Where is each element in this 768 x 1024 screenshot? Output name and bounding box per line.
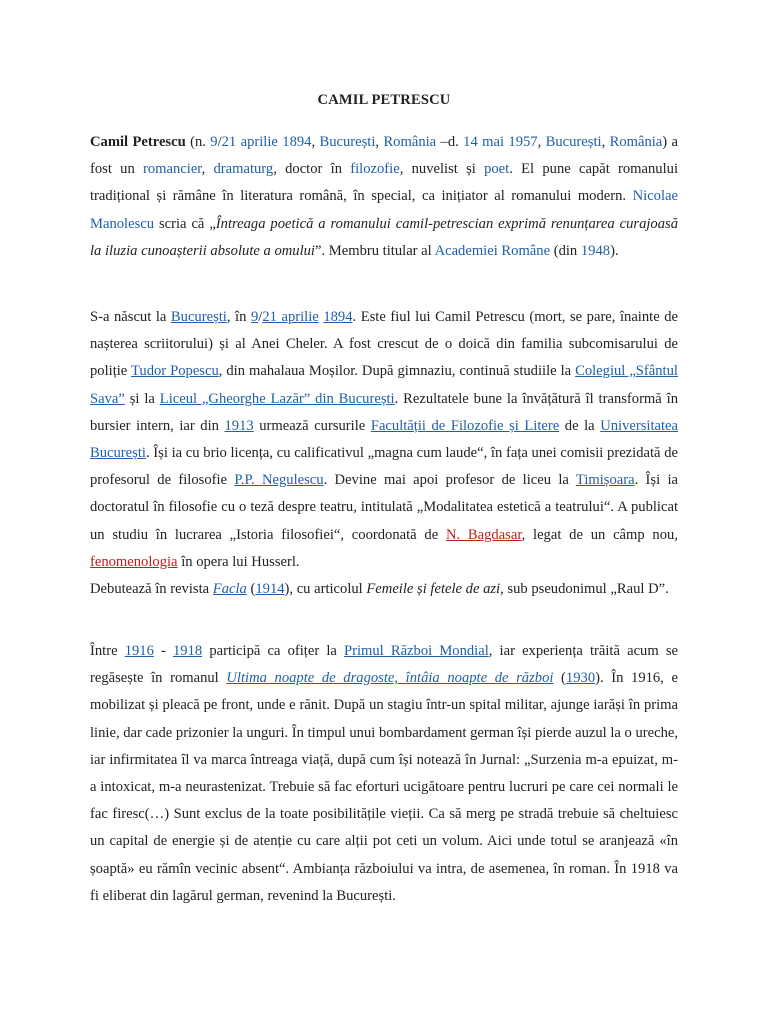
paragraph-war bbox=[90, 638, 678, 910]
text-run: . Își ia doctoratul în filosofie cu o teză despre teatru, intitulată „Modalitatea estetică a teatrului“. A publicat un studiu în lucrarea „Istoria filosofiei“, coordonată de bbox=[90, 472, 678, 543]
text-link[interactable]: romancier bbox=[143, 161, 202, 178]
text-run: ”. Membru titular al bbox=[315, 242, 435, 259]
text-run: (din bbox=[550, 242, 581, 259]
text-link[interactable]: Tudor Popescu bbox=[131, 363, 219, 380]
text-link[interactable]: P.P. Negulescu bbox=[234, 472, 324, 489]
text-run: ). bbox=[610, 242, 619, 259]
text-run: / bbox=[217, 134, 222, 150]
text-run: participă ca ofițer la bbox=[202, 643, 344, 659]
text-run: și la bbox=[124, 390, 160, 407]
text-link[interactable]: poet bbox=[484, 161, 510, 178]
text-link[interactable]: Universitatea București bbox=[90, 417, 679, 462]
text-run: ( bbox=[553, 670, 566, 687]
text-run: –d. bbox=[436, 134, 464, 150]
text-link[interactable]: Primul Război Mondial bbox=[343, 643, 489, 659]
text-run: , nuvelist și bbox=[399, 161, 485, 178]
text-link[interactable]: 1894 bbox=[323, 309, 353, 325]
text-run: ( bbox=[246, 581, 256, 597]
text-run: , bbox=[601, 134, 610, 150]
text-run: Între bbox=[90, 643, 125, 659]
text-link[interactable]: 9 bbox=[250, 309, 259, 325]
text-run: , doctor în bbox=[273, 161, 351, 178]
text-link[interactable]: 9 bbox=[210, 134, 218, 150]
text-link[interactable]: 1913 bbox=[224, 417, 254, 434]
text-link[interactable]: 21 aprilie bbox=[262, 309, 319, 325]
text-run: , din mahalaua Moșilor. După gimnaziu, continuă studiile la bbox=[218, 363, 576, 380]
text-run: S-a născut la bbox=[90, 309, 171, 325]
text-link[interactable]: Liceul „Gheorghe Lazăr” din București bbox=[159, 390, 395, 407]
text-link[interactable]: Nicolae Manolescu bbox=[90, 188, 678, 232]
text-run: Debutează în revista bbox=[90, 581, 213, 597]
text-run: - bbox=[153, 643, 173, 659]
page-title: CAMIL PETRESCU bbox=[317, 92, 451, 108]
text-link[interactable]: România bbox=[383, 134, 437, 150]
text-run: Întreaga poetică a romanului camil-petrescian exprimă renunțarea curajoasă la iluzia cunoașterii absolute a omului bbox=[90, 215, 678, 259]
text-link[interactable]: 21 aprilie bbox=[221, 134, 278, 150]
text-run: , sub pseudonimul „Raul D”. bbox=[500, 581, 669, 597]
text-run: . Devine mai apoi profesor de liceu la bbox=[323, 472, 576, 489]
paragraph-biography bbox=[90, 304, 678, 576]
text-run: ), cu articolul bbox=[284, 581, 367, 597]
text-run: , iar experiența trăită acum se regăsește în romanul bbox=[90, 643, 678, 687]
text-link[interactable]: 1948 bbox=[580, 242, 611, 259]
text-run: , bbox=[537, 134, 546, 150]
text-run: (n. bbox=[185, 134, 211, 150]
text-link[interactable]: N. Bagdasar bbox=[445, 526, 522, 543]
text-run: ). În 1916, e mobilizat și pleacă pe front, unde e rănit. După un stagiu într-un spital militar, ajunge iarăși în prima linie, dar cade prizonier la unguri. În timpul unui bombardament german își pierde auzul la o ureche, iar infirmitatea îl va marca întreaga viață, după cum își notează în Jurnal: „Surzenia m-a epuizat, m-a intoxicat, m-a neurastenizat. Trebuie să fac eforturi ucigătoare pentru lucruri pe care cei normali le fac firesc(…) Sunt exclus de la toate posibilitățile vieții. Ca să merg pe stradă trebuie să cheltuiesc un capital de energie și de atenție cu care alții pot ceti un volum. Aici unde totul se aranjează «în șoaptă» eu rămîn vecinic absent“. Ambianța războiului va intra, de asemenea, în roman. În 1918 va fi eliberat din lagărul german, revenind la București. bbox=[90, 670, 679, 904]
text-run: / bbox=[258, 309, 263, 325]
text-link[interactable]: România bbox=[609, 134, 663, 150]
text-link[interactable]: București bbox=[545, 134, 602, 150]
text-link[interactable]: 1918 bbox=[173, 643, 203, 659]
paragraph-debut bbox=[90, 576, 678, 603]
text-run: urmează cursurile bbox=[253, 417, 371, 434]
text-link[interactable]: Facultății de Filozofie și Litere bbox=[370, 417, 560, 434]
text-link[interactable]: 14 mai bbox=[463, 134, 505, 150]
text-run: Femeile și fetele de azi bbox=[366, 581, 501, 597]
paragraph-intro bbox=[90, 129, 678, 265]
text-link[interactable]: dramaturg bbox=[213, 161, 274, 178]
text-run: , bbox=[375, 134, 384, 150]
text-link[interactable]: București bbox=[319, 134, 376, 150]
text-link[interactable]: fenomenologia bbox=[90, 553, 178, 570]
text-run: Camil Petrescu bbox=[90, 134, 186, 150]
text-run: . Este fiul lui Camil Petrescu (mort, se pare, înainte de nașterea scriitorului) și al Anei Cheler. A fost crescut de o doică din familia subcomisarului de poliție bbox=[90, 309, 679, 380]
text-run: . Rezultatele bune la învățătură îl transformă în bursier intern, iar din bbox=[90, 390, 678, 434]
text-run: în opera lui Husserl. bbox=[177, 553, 300, 570]
text-link[interactable]: 1916 bbox=[124, 643, 154, 659]
text-link[interactable]: 1930 bbox=[565, 670, 596, 687]
text-run: . Își ia cu brio licența, cu calificativul „magna cum laude“, în fața unei comisii prezidată de profesorul de filosofie bbox=[90, 445, 678, 489]
text-link[interactable]: Timișoara bbox=[575, 472, 635, 489]
text-link[interactable]: 1957 bbox=[508, 134, 538, 150]
text-link[interactable]: filozofie bbox=[350, 161, 400, 178]
text-run: , bbox=[311, 134, 320, 150]
text-link[interactable]: Academiei Române bbox=[434, 242, 551, 259]
text-link[interactable]: București bbox=[170, 309, 227, 325]
text-run: , în bbox=[226, 309, 251, 325]
text-run: scria că „ bbox=[154, 215, 216, 232]
text-run: . El pune capăt romanului tradițional și rămâne în literatura română, în special, ca inițiator al romanului modern. bbox=[90, 161, 678, 205]
text-run: , legat de un câmp nou, bbox=[521, 526, 678, 543]
text-link[interactable]: Facla bbox=[212, 581, 247, 597]
text-link[interactable]: 1894 bbox=[282, 134, 312, 150]
text-run: , bbox=[201, 161, 214, 178]
text-link[interactable]: Colegiul „Sfântul Sava” bbox=[90, 363, 678, 407]
text-run: ) a fost un bbox=[90, 134, 679, 178]
text-link[interactable]: 1914 bbox=[255, 581, 285, 597]
text-link[interactable]: Ultima noapte de dragoste, întâia noapte de război bbox=[226, 670, 554, 687]
text-run: de la bbox=[559, 417, 601, 434]
